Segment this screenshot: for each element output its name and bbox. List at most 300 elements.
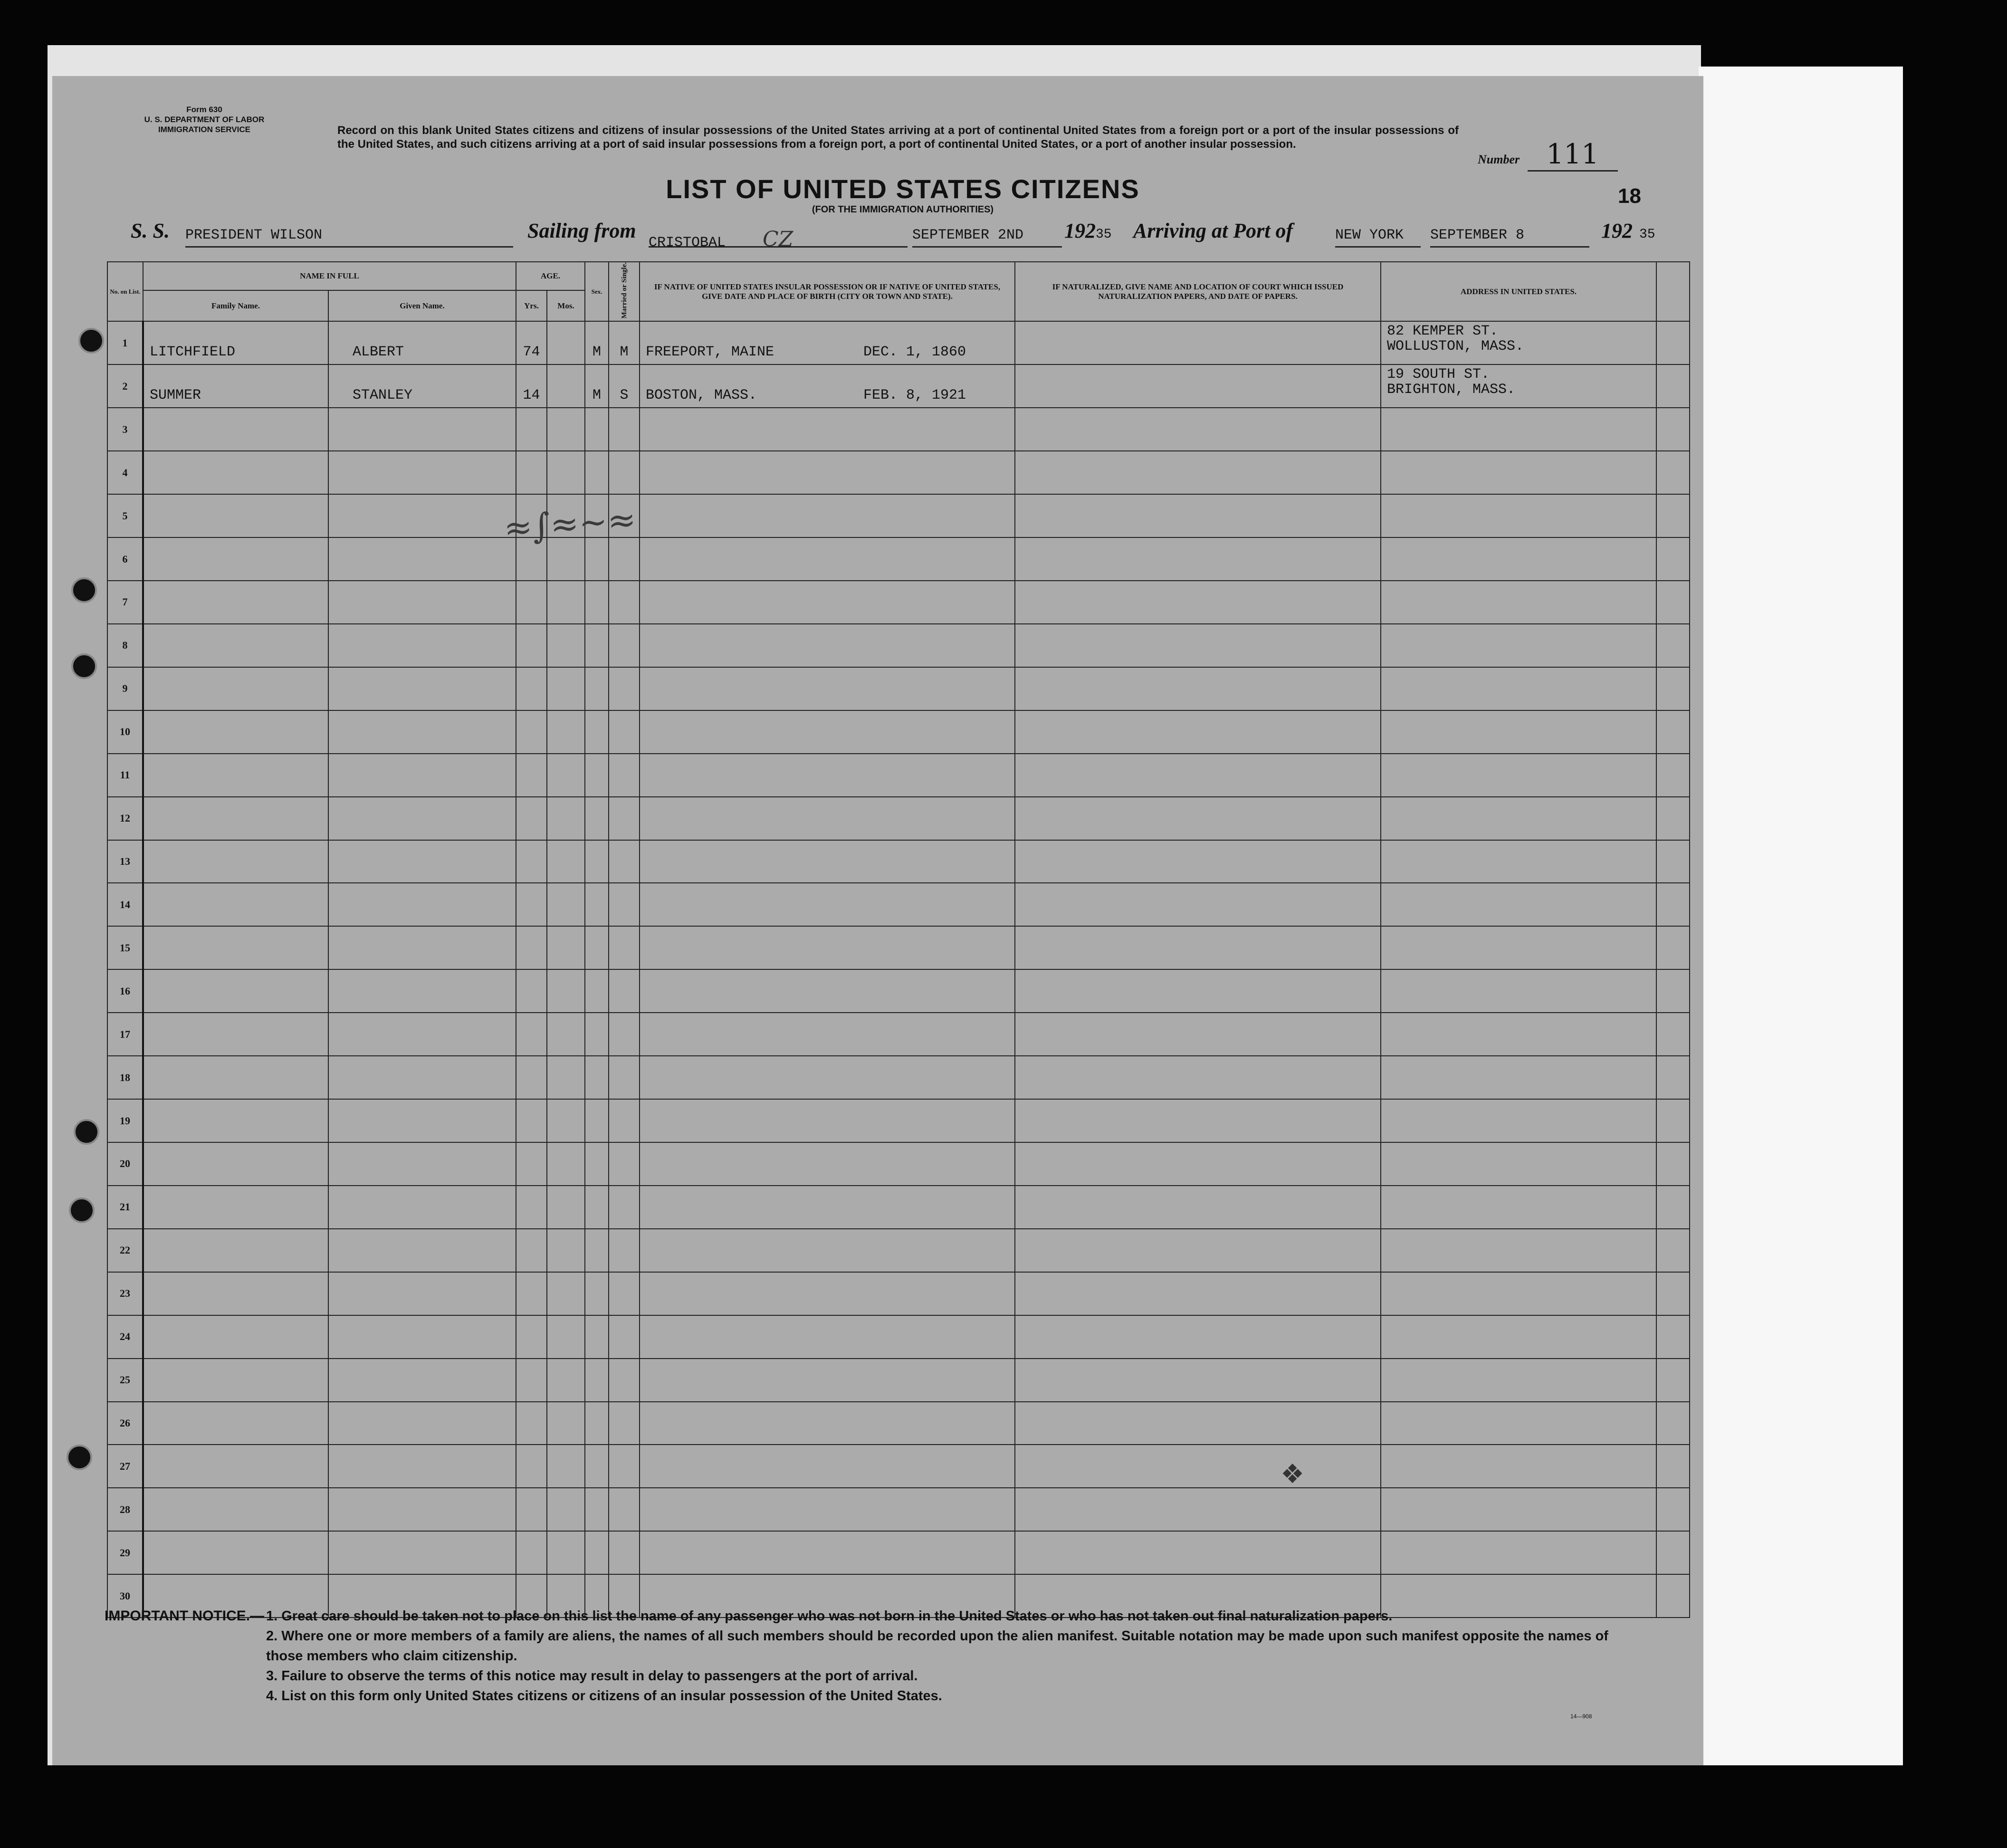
naturalized-cell — [1015, 969, 1381, 1013]
age-months-cell — [547, 1531, 585, 1574]
married-cell — [609, 364, 640, 408]
family-name-cell — [143, 624, 328, 667]
given-name-cell — [328, 667, 516, 710]
given-name-cell — [328, 1013, 516, 1056]
address-cell — [1381, 1056, 1656, 1099]
birth-cell — [640, 1056, 1015, 1099]
given-name-cell — [328, 581, 516, 624]
family-name-cell — [143, 1488, 328, 1531]
age-years-cell — [516, 1402, 547, 1445]
naturalized-cell — [1015, 321, 1381, 364]
sex-cell — [585, 1445, 609, 1488]
row-number — [107, 797, 143, 840]
table-row — [107, 624, 1690, 667]
col-no: No. on List. — [107, 262, 143, 321]
passenger-table — [107, 261, 1690, 1618]
row-number — [107, 494, 143, 537]
naturalized-cell — [1015, 408, 1381, 451]
age-months-cell — [547, 624, 585, 667]
table-row — [107, 840, 1690, 883]
sex-cell — [585, 1142, 609, 1186]
naturalized-cell — [1015, 754, 1381, 797]
ss-label: S. S. — [131, 219, 170, 242]
naturalized-cell — [1015, 364, 1381, 408]
row-number-text: 23 — [120, 1287, 130, 1300]
family-name: SUMMER — [150, 387, 201, 404]
sex-cell — [585, 1402, 609, 1445]
family-name-cell — [143, 797, 328, 840]
table-row — [107, 364, 1690, 408]
row-number — [107, 710, 143, 754]
row-number — [107, 1359, 143, 1402]
married-cell — [609, 797, 640, 840]
row-number-text: 12 — [120, 812, 130, 824]
row-number-text: 21 — [120, 1201, 130, 1213]
binder-hole — [74, 1119, 99, 1145]
married-cell — [609, 926, 640, 969]
address-cell — [1381, 797, 1656, 840]
age-months-cell — [547, 364, 585, 408]
binder-hole — [71, 653, 97, 679]
family-name-cell — [143, 969, 328, 1013]
year-1 — [1064, 219, 1112, 247]
row-number-text: 15 — [120, 941, 130, 954]
given-name-cell — [328, 1445, 516, 1488]
arriving-label: Arriving at Port of — [1133, 219, 1293, 242]
blank-cell — [1656, 926, 1690, 969]
binder-hole — [71, 577, 97, 603]
age-months-cell — [547, 1445, 585, 1488]
year-1-value: 35 — [1096, 227, 1112, 242]
naturalized-cell — [1015, 451, 1381, 494]
given-name-cell — [328, 969, 516, 1013]
table-row — [107, 797, 1690, 840]
row-number-text: 1 — [122, 336, 128, 349]
family-name-cell — [143, 494, 328, 537]
row-number — [107, 1445, 143, 1488]
birth-cell — [640, 1013, 1015, 1056]
naturalized-cell — [1015, 1229, 1381, 1272]
address-cell — [1381, 1142, 1656, 1186]
row-number-text: 4 — [122, 466, 128, 479]
naturalized-cell — [1015, 883, 1381, 926]
row-number-text: 14 — [120, 898, 130, 910]
given-name-cell — [328, 1531, 516, 1574]
age-months-cell — [547, 1186, 585, 1229]
sex-cell — [585, 1315, 609, 1359]
blank-cell — [1656, 581, 1690, 624]
col-mos: Mos. — [547, 290, 585, 321]
table-row — [107, 1402, 1690, 1445]
age-months-cell — [547, 883, 585, 926]
sex: M — [593, 387, 602, 404]
ink-stamp-mark: ❖ — [1281, 1459, 1305, 1490]
married-cell — [609, 451, 640, 494]
table-row — [107, 883, 1690, 926]
sex-cell — [585, 1013, 609, 1056]
given-name-cell — [328, 1315, 516, 1359]
birth-cell — [640, 1488, 1015, 1531]
sex-cell — [585, 926, 609, 969]
blank-cell — [1656, 1574, 1690, 1618]
naturalized-cell — [1015, 1315, 1381, 1359]
row-number — [107, 1531, 143, 1574]
table-row — [107, 1488, 1690, 1531]
naturalized-cell — [1015, 624, 1381, 667]
family-name-cell — [143, 1013, 328, 1056]
married-cell — [609, 969, 640, 1013]
adjacent-sheet — [1699, 67, 1903, 1765]
row-number-text: 9 — [122, 682, 128, 695]
age-years-cell — [516, 1315, 547, 1359]
blank-cell — [1656, 321, 1690, 364]
married-cell — [609, 1099, 640, 1142]
age-years-cell — [516, 364, 547, 408]
row-number — [107, 1099, 143, 1142]
age-years-cell — [516, 1445, 547, 1488]
sex-cell — [585, 710, 609, 754]
col-blank — [1656, 262, 1690, 321]
departure-date: SEPTEMBER 2ND — [912, 227, 1062, 248]
married-cell — [609, 1229, 640, 1272]
col-sex: Sex. — [585, 262, 609, 321]
age-months-cell — [547, 754, 585, 797]
binder-hole — [69, 1197, 95, 1223]
age-years-cell — [516, 754, 547, 797]
given-name-cell — [328, 1272, 516, 1315]
birth-cell — [640, 926, 1015, 969]
marital-status: S — [620, 387, 629, 404]
age-months-cell — [547, 451, 585, 494]
family-name-cell — [143, 581, 328, 624]
sex-cell — [585, 537, 609, 581]
married-cell — [609, 710, 640, 754]
birth-cell — [640, 1229, 1015, 1272]
address-cell — [1381, 451, 1656, 494]
birth-cell — [640, 451, 1015, 494]
blank-cell — [1656, 494, 1690, 537]
sex-cell — [585, 1488, 609, 1531]
age-months-cell — [547, 710, 585, 754]
age-months-cell — [547, 1229, 585, 1272]
sex: M — [593, 344, 602, 361]
family-name-cell — [143, 1099, 328, 1142]
naturalized-cell — [1015, 1099, 1381, 1142]
sex-cell — [585, 969, 609, 1013]
age-months-cell — [547, 667, 585, 710]
row-number-text: 20 — [120, 1158, 130, 1170]
birth-cell — [640, 1445, 1015, 1488]
table-row — [107, 926, 1690, 969]
row-number-text: 5 — [122, 509, 128, 522]
birth-cell — [640, 754, 1015, 797]
family-name-cell — [143, 364, 328, 408]
row-number — [107, 1315, 143, 1359]
address-cell — [1381, 1488, 1656, 1531]
table-row — [107, 667, 1690, 710]
table-row — [107, 1359, 1690, 1402]
birth-cell — [640, 1099, 1015, 1142]
binder-hole — [67, 1445, 92, 1470]
birthdate: FEB. 8, 1921 — [863, 387, 966, 404]
blank-cell — [1656, 1186, 1690, 1229]
arrival-date: SEPTEMBER 8 — [1430, 227, 1589, 248]
family-name-cell — [143, 1142, 328, 1186]
row-number-text: 26 — [120, 1417, 130, 1429]
family-name-cell — [143, 537, 328, 581]
married-cell — [609, 1531, 640, 1574]
family-name: LITCHFIELD — [150, 344, 236, 361]
blank-cell — [1656, 1445, 1690, 1488]
address-cell — [1381, 1315, 1656, 1359]
naturalized-cell — [1015, 1142, 1381, 1186]
address-cell — [1381, 321, 1656, 364]
birthplace: BOSTON, MASS. — [646, 387, 757, 404]
family-name-cell — [143, 1531, 328, 1574]
age-years-cell — [516, 321, 547, 364]
sex-cell — [585, 754, 609, 797]
row-number-text: 13 — [120, 855, 130, 867]
age-years-cell — [516, 451, 547, 494]
address-cell — [1381, 969, 1656, 1013]
naturalized-cell — [1015, 1531, 1381, 1574]
naturalized-cell — [1015, 926, 1381, 969]
given-name: ALBERT — [353, 344, 404, 361]
family-name-cell — [143, 451, 328, 494]
row-number — [107, 624, 143, 667]
table-row — [107, 1531, 1690, 1574]
table-row — [107, 1445, 1690, 1488]
blank-cell — [1656, 451, 1690, 494]
birth-cell — [640, 408, 1015, 451]
married-cell — [609, 1013, 640, 1056]
age-years-cell — [516, 883, 547, 926]
row-number-text: 7 — [122, 596, 128, 608]
blank-cell — [1656, 797, 1690, 840]
given-name-cell — [328, 1402, 516, 1445]
given-name-cell — [328, 1056, 516, 1099]
married-cell — [609, 1142, 640, 1186]
row-number — [107, 1056, 143, 1099]
age-months-cell — [547, 408, 585, 451]
naturalized-cell — [1015, 1488, 1381, 1531]
given-name-cell — [328, 1229, 516, 1272]
row-number — [107, 754, 143, 797]
table-row — [107, 581, 1690, 624]
col-married: Married or Single. — [609, 262, 640, 321]
birth-cell — [640, 364, 1015, 408]
address-cell — [1381, 1531, 1656, 1574]
sex-cell — [585, 1186, 609, 1229]
address-cell — [1381, 581, 1656, 624]
given-name-cell — [328, 840, 516, 883]
given-name-cell — [328, 451, 516, 494]
address-cell — [1381, 754, 1656, 797]
row-number — [107, 969, 143, 1013]
given-name-cell — [328, 408, 516, 451]
family-name-cell — [143, 321, 328, 364]
birth-cell — [640, 1186, 1015, 1229]
age-years-cell — [516, 840, 547, 883]
sex-cell — [585, 667, 609, 710]
naturalized-cell — [1015, 1186, 1381, 1229]
service: IMMIGRATION SERVICE — [158, 125, 250, 134]
department: U. S. DEPARTMENT OF LABOR — [144, 115, 265, 124]
row-number-text: 24 — [120, 1331, 130, 1343]
address-cell — [1381, 1013, 1656, 1056]
print-code: 14—908 — [1570, 1713, 1592, 1720]
naturalized-cell — [1015, 1056, 1381, 1099]
blank-cell — [1656, 969, 1690, 1013]
table-row — [107, 1186, 1690, 1229]
row-number-text: 30 — [120, 1589, 130, 1602]
given-name-cell — [328, 1099, 516, 1142]
address-line-1: 82 KEMPER ST. — [1387, 323, 1499, 340]
family-name-cell — [143, 1229, 328, 1272]
blank-cell — [1656, 754, 1690, 797]
married-cell — [609, 408, 640, 451]
married-cell — [609, 321, 640, 364]
family-name-cell — [143, 840, 328, 883]
birth-cell — [640, 321, 1015, 364]
naturalized-cell — [1015, 1445, 1381, 1488]
blank-cell — [1656, 1402, 1690, 1445]
naturalized-cell — [1015, 797, 1381, 840]
birth-cell — [640, 1142, 1015, 1186]
family-name-cell — [143, 1402, 328, 1445]
birth-cell — [640, 840, 1015, 883]
age-months-cell — [547, 797, 585, 840]
family-name-cell — [143, 667, 328, 710]
record-instructions: Record on this blank United States citizens and citizens of insular possessions of the United States arriving at a port of continental United States from a foreign port or a port of the insular possessions of the United States, and such citizens arriving at a port of said insular possessions from a foreign port, a port of continental United States, or a port of another insular possession. — [337, 124, 1459, 151]
blank-cell — [1656, 840, 1690, 883]
address-cell — [1381, 926, 1656, 969]
sex-cell — [585, 408, 609, 451]
row-number-text: 27 — [120, 1460, 130, 1472]
family-name-cell — [143, 926, 328, 969]
birth-cell — [640, 1272, 1015, 1315]
age-years-cell — [516, 1099, 547, 1142]
address-cell — [1381, 494, 1656, 537]
age-months-cell — [547, 1142, 585, 1186]
age-months-cell — [547, 1402, 585, 1445]
age-years-cell — [516, 667, 547, 710]
married-cell — [609, 537, 640, 581]
row-number-text: 25 — [120, 1374, 130, 1386]
notice-item-2: 2. Where one or more members of a family are aliens, the names of all such members should be recorded upon the alien manifest. Suitable notation may be made upon such manifest opposite the names of those members who claim citizenship. — [266, 1628, 1608, 1664]
age-years-cell — [516, 408, 547, 451]
blank-cell — [1656, 1488, 1690, 1531]
age-years-cell — [516, 926, 547, 969]
row-number — [107, 1142, 143, 1186]
age-months-cell — [547, 969, 585, 1013]
married-cell — [609, 1488, 640, 1531]
given-name-cell — [328, 537, 516, 581]
age-months-cell — [547, 1013, 585, 1056]
year-prefix-1: 192 — [1064, 219, 1096, 242]
sex-cell — [585, 840, 609, 883]
blank-cell — [1656, 883, 1690, 926]
col-family-name: Family Name. — [143, 290, 328, 321]
family-name-cell — [143, 1056, 328, 1099]
blank-cell — [1656, 537, 1690, 581]
age-months-cell — [547, 1056, 585, 1099]
birth-cell — [640, 1531, 1015, 1574]
port-from-field — [649, 227, 908, 251]
port-from: CRISTOBAL — [649, 235, 726, 251]
important-notice — [105, 1606, 1649, 1706]
naturalized-cell — [1015, 1272, 1381, 1315]
row-number — [107, 1013, 143, 1056]
birth-cell — [640, 797, 1015, 840]
row-number-text: 3 — [122, 423, 128, 435]
row-number-text: 10 — [120, 726, 130, 738]
age-years-cell — [516, 1229, 547, 1272]
sex-cell — [585, 797, 609, 840]
address-cell — [1381, 1402, 1656, 1445]
birth-cell — [640, 710, 1015, 754]
age-months-cell — [547, 1272, 585, 1315]
row-number — [107, 883, 143, 926]
naturalized-cell — [1015, 537, 1381, 581]
family-name-cell — [143, 883, 328, 926]
address-cell — [1381, 1445, 1656, 1488]
binder-hole — [78, 328, 104, 354]
family-name-cell — [143, 1315, 328, 1359]
col-yrs: Yrs. — [516, 290, 547, 321]
married-cell — [609, 1186, 640, 1229]
sex-cell — [585, 451, 609, 494]
age-years-cell — [516, 624, 547, 667]
col-name-in-full: NAME IN FULL — [143, 262, 516, 290]
sex-cell — [585, 624, 609, 667]
given-name-cell — [328, 1186, 516, 1229]
notice-item-4: 4. List on this form only United States citizens or citizens of an insular possession of the United States. — [266, 1688, 942, 1704]
row-number — [107, 1402, 143, 1445]
table-row — [107, 754, 1690, 797]
row-number-text: 6 — [122, 553, 128, 565]
birth-cell — [640, 1315, 1015, 1359]
blank-cell — [1656, 408, 1690, 451]
blank-cell — [1656, 1359, 1690, 1402]
given-name-cell — [328, 1142, 516, 1186]
given-name-cell — [328, 1359, 516, 1402]
address-cell — [1381, 408, 1656, 451]
blank-cell — [1656, 1013, 1690, 1056]
birthplace: FREEPORT, MAINE — [646, 344, 774, 361]
age-years-cell — [516, 797, 547, 840]
col-native: IF NATIVE OF UNITED STATES INSULAR POSSESSION OR IF NATIVE OF UNITED STATES, GIVE DATE AND PLACE OF BIRTH (CITY OR TOWN AND STATE). — [640, 262, 1015, 321]
row-number — [107, 840, 143, 883]
year-2 — [1601, 219, 1655, 247]
ship-name: PRESIDENT WILSON — [185, 227, 513, 248]
table-row — [107, 1315, 1690, 1359]
family-name-cell — [143, 710, 328, 754]
age-months-cell — [547, 1099, 585, 1142]
address-cell — [1381, 624, 1656, 667]
given-name-cell — [328, 710, 516, 754]
address-line-2: BRIGHTON, MASS. — [1387, 382, 1516, 398]
naturalized-cell — [1015, 710, 1381, 754]
row-number-text: 22 — [120, 1244, 130, 1256]
notice-item-3: 3. Failure to observe the terms of this notice may result in delay to passengers at the port of arrival. — [266, 1668, 918, 1684]
family-name-cell — [143, 1359, 328, 1402]
family-name-cell — [143, 408, 328, 451]
age-months-cell — [547, 321, 585, 364]
row-number — [107, 1229, 143, 1272]
family-name-cell — [143, 1272, 328, 1315]
table-row — [107, 1229, 1690, 1272]
